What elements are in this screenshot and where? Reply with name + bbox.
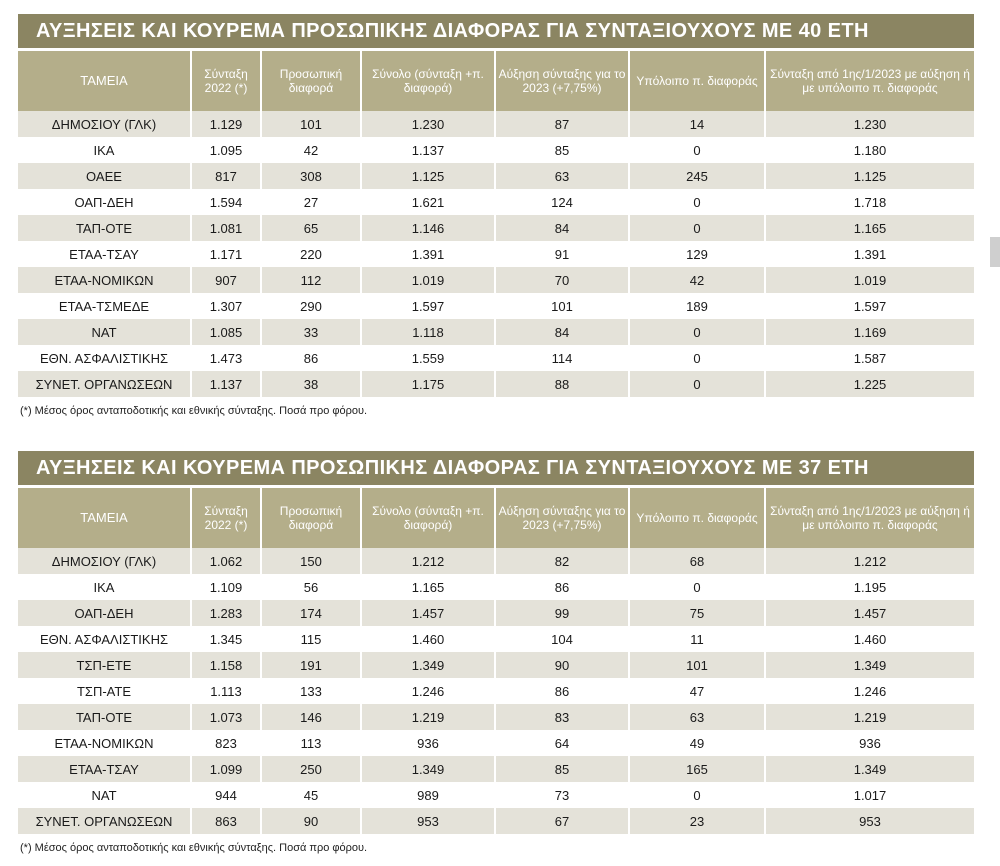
value-cell: 129 [630,241,766,267]
value-cell: 83 [496,704,630,730]
table-body [18,548,974,834]
value-cell: 70 [496,267,630,293]
value-cell: 42 [262,137,362,163]
fund-name-cell: ΤΣΠ-ΑΤΕ [18,678,192,704]
value-cell: 936 [766,730,974,756]
value-cell: 823 [192,730,262,756]
table-row [18,652,974,678]
value-cell: 174 [262,600,362,626]
fund-name-cell: ΔΗΜΟΣΙΟΥ (ΓΛΚ) [18,548,192,574]
value-cell: 86 [496,574,630,600]
value-cell: 817 [192,163,262,189]
value-cell: 191 [262,652,362,678]
fund-name-cell: ΕΤΑΑ-ΤΣΑΥ [18,756,192,782]
value-cell: 1.307 [192,293,262,319]
fund-name-cell: ΝΑΤ [18,319,192,345]
value-cell: 1.212 [362,548,496,574]
fund-name-cell: ΤΑΠ-ΟΤΕ [18,215,192,241]
table-row [18,293,974,319]
table-title: ΑΥΞΗΣΕΙΣ ΚΑΙ ΚΟΥΡΕΜΑ ΠΡΟΣΩΠΙΚΗΣ ΔΙΑΦΟΡΑΣ ΓΙΑ ΣΥΝΤΑΞΙΟΥΧΟΥΣ ΜΕ 37 ΕΤΗ [18,451,974,485]
value-cell: 1.225 [766,371,974,397]
value-cell: 1.085 [192,319,262,345]
value-cell: 84 [496,215,630,241]
table-row [18,730,974,756]
value-cell: 1.113 [192,678,262,704]
value-cell: 1.212 [766,548,974,574]
value-cell: 112 [262,267,362,293]
header-row [18,51,974,111]
value-cell: 944 [192,782,262,808]
value-cell: 1.460 [362,626,496,652]
value-cell: 0 [630,137,766,163]
pension-table-37-years [18,451,974,854]
value-cell: 49 [630,730,766,756]
value-cell: 1.473 [192,345,262,371]
value-cell: 85 [496,137,630,163]
value-cell: 63 [496,163,630,189]
value-cell: 1.158 [192,652,262,678]
fund-name-cell: ΣΥΝΕΤ. ΟΡΓΑΝΩΣΕΩΝ [18,808,192,834]
value-cell: 82 [496,548,630,574]
value-cell: 99 [496,600,630,626]
table-row [18,808,974,834]
column-header-remaining-difference: Υπόλοιπο π. διαφοράς [630,51,766,111]
value-cell: 1.118 [362,319,496,345]
column-header-increase-2023: Αύξηση σύνταξης για το 2023 (+7,75%) [496,51,630,111]
footnote: (*) Μέσος όρος ανταποδοτικής και εθνικής σύνταξης. Ποσά προ φόρου. [20,405,368,417]
value-cell: 104 [496,626,630,652]
value-cell: 953 [362,808,496,834]
value-cell: 1.125 [362,163,496,189]
table-row [18,267,974,293]
table-row [18,215,974,241]
value-cell: 1.230 [362,111,496,137]
value-cell: 1.457 [766,600,974,626]
table-title: ΑΥΞΗΣΕΙΣ ΚΑΙ ΚΟΥΡΕΜΑ ΠΡΟΣΩΠΙΚΗΣ ΔΙΑΦΟΡΑΣ ΓΙΑ ΣΥΝΤΑΞΙΟΥΧΟΥΣ ΜΕ 40 ΕΤΗ [18,14,974,48]
fund-name-cell: ΙΚΑ [18,137,192,163]
value-cell: 1.457 [362,600,496,626]
table-row [18,600,974,626]
value-cell: 1.718 [766,189,974,215]
value-cell: 953 [766,808,974,834]
table-row [18,756,974,782]
value-cell: 250 [262,756,362,782]
fund-name-cell: ΤΣΠ-ΕΤΕ [18,652,192,678]
value-cell: 1.129 [192,111,262,137]
value-cell: 86 [496,678,630,704]
value-cell: 1.125 [766,163,974,189]
table-row [18,111,974,137]
value-cell: 47 [630,678,766,704]
value-cell: 115 [262,626,362,652]
value-cell: 189 [630,293,766,319]
value-cell: 0 [630,574,766,600]
fund-name-cell: ΕΤΑΑ-ΤΣΑΥ [18,241,192,267]
table-row [18,626,974,652]
value-cell: 0 [630,319,766,345]
value-cell: 113 [262,730,362,756]
value-cell: 33 [262,319,362,345]
column-header-remaining-difference: Υπόλοιπο π. διαφοράς [630,488,766,548]
table-row [18,371,974,397]
value-cell: 1.137 [192,371,262,397]
value-cell: 1.219 [362,704,496,730]
data-table [18,488,974,834]
value-cell: 1.165 [766,215,974,241]
value-cell: 1.246 [766,678,974,704]
table-row [18,782,974,808]
value-cell: 1.169 [766,319,974,345]
value-cell: 1.180 [766,137,974,163]
table-row [18,678,974,704]
value-cell: 1.165 [362,574,496,600]
value-cell: 1.283 [192,600,262,626]
fund-name-cell: ΟΑΠ-ΔΕΗ [18,189,192,215]
column-header-pension-2023: Σύνταξη από 1ης/1/2023 με αύξηση ή με υπόλοιπο π. διαφοράς [766,488,974,548]
table-row [18,137,974,163]
value-cell: 1.019 [362,267,496,293]
value-cell: 1.073 [192,704,262,730]
value-cell: 1.345 [192,626,262,652]
value-cell: 1.621 [362,189,496,215]
value-cell: 75 [630,600,766,626]
value-cell: 64 [496,730,630,756]
value-cell: 56 [262,574,362,600]
value-cell: 88 [496,371,630,397]
value-cell: 101 [630,652,766,678]
table-body [18,111,974,397]
value-cell: 0 [630,189,766,215]
table-row [18,241,974,267]
value-cell: 863 [192,808,262,834]
column-header-funds: ΤΑΜΕΙΑ [18,488,192,548]
fund-name-cell: ΕΤΑΑ-ΝΟΜΙΚΩΝ [18,267,192,293]
value-cell: 1.195 [766,574,974,600]
value-cell: 1.099 [192,756,262,782]
table-row [18,574,974,600]
footnote: (*) Μέσος όρος ανταποδοτικής και εθνικής σύνταξης. Ποσά προ φόρου. [20,842,368,854]
value-cell: 1.597 [766,293,974,319]
column-header-total: Σύνολο (σύνταξη +π. διαφορά) [362,51,496,111]
value-cell: 1.219 [766,704,974,730]
value-cell: 87 [496,111,630,137]
fund-name-cell: ΟΑΕΕ [18,163,192,189]
value-cell: 936 [362,730,496,756]
column-header-personal-difference: Προσωπική διαφορά [262,488,362,548]
pension-table-40-years [18,14,974,417]
value-cell: 11 [630,626,766,652]
value-cell: 86 [262,345,362,371]
fund-name-cell: ΙΚΑ [18,574,192,600]
value-cell: 101 [496,293,630,319]
value-cell: 220 [262,241,362,267]
value-cell: 91 [496,241,630,267]
value-cell: 245 [630,163,766,189]
fund-name-cell: ΕΘΝ. ΑΣΦΑΛΙΣΤΙΚΗΣ [18,345,192,371]
value-cell: 146 [262,704,362,730]
value-cell: 0 [630,782,766,808]
value-cell: 1.081 [192,215,262,241]
value-cell: 133 [262,678,362,704]
table-row [18,704,974,730]
scrollbar-thumb[interactable] [990,237,1000,267]
value-cell: 308 [262,163,362,189]
value-cell: 1.019 [766,267,974,293]
value-cell: 1.349 [362,652,496,678]
table-row [18,163,974,189]
fund-name-cell: ΔΗΜΟΣΙΟΥ (ΓΛΚ) [18,111,192,137]
value-cell: 27 [262,189,362,215]
value-cell: 1.391 [766,241,974,267]
value-cell: 85 [496,756,630,782]
value-cell: 65 [262,215,362,241]
value-cell: 1.146 [362,215,496,241]
fund-name-cell: ΟΑΠ-ΔΕΗ [18,600,192,626]
value-cell: 1.109 [192,574,262,600]
table-row [18,319,974,345]
value-cell: 0 [630,215,766,241]
value-cell: 1.349 [766,756,974,782]
value-cell: 0 [630,371,766,397]
value-cell: 989 [362,782,496,808]
value-cell: 23 [630,808,766,834]
value-cell: 1.062 [192,548,262,574]
value-cell: 90 [496,652,630,678]
value-cell: 101 [262,111,362,137]
value-cell: 114 [496,345,630,371]
value-cell: 907 [192,267,262,293]
value-cell: 1.391 [362,241,496,267]
fund-name-cell: ΕΤΑΑ-ΝΟΜΙΚΩΝ [18,730,192,756]
value-cell: 14 [630,111,766,137]
fund-name-cell: ΕΤΑΑ-ΤΣΜΕΔΕ [18,293,192,319]
value-cell: 150 [262,548,362,574]
value-cell: 42 [630,267,766,293]
value-cell: 67 [496,808,630,834]
table-row [18,345,974,371]
value-cell: 1.349 [362,756,496,782]
column-header-pension-2022: Σύνταξη 2022 (*) [192,488,262,548]
value-cell: 1.230 [766,111,974,137]
fund-name-cell: ΤΑΠ-ΟΤΕ [18,704,192,730]
value-cell: 73 [496,782,630,808]
value-cell: 68 [630,548,766,574]
value-cell: 1.137 [362,137,496,163]
value-cell: 90 [262,808,362,834]
column-header-total: Σύνολο (σύνταξη +π. διαφορά) [362,488,496,548]
column-header-increase-2023: Αύξηση σύνταξης για το 2023 (+7,75%) [496,488,630,548]
value-cell: 63 [630,704,766,730]
value-cell: 38 [262,371,362,397]
value-cell: 1.175 [362,371,496,397]
column-header-personal-difference: Προσωπική διαφορά [262,51,362,111]
value-cell: 124 [496,189,630,215]
table-row [18,189,974,215]
value-cell: 1.460 [766,626,974,652]
fund-name-cell: ΝΑΤ [18,782,192,808]
value-cell: 1.587 [766,345,974,371]
value-cell: 1.594 [192,189,262,215]
value-cell: 165 [630,756,766,782]
value-cell: 0 [630,345,766,371]
value-cell: 45 [262,782,362,808]
value-cell: 1.597 [362,293,496,319]
value-cell: 290 [262,293,362,319]
fund-name-cell: ΣΥΝΕΤ. ΟΡΓΑΝΩΣΕΩΝ [18,371,192,397]
data-table [18,51,974,397]
header-row [18,488,974,548]
column-header-pension-2022: Σύνταξη 2022 (*) [192,51,262,111]
column-header-pension-2023: Σύνταξη από 1ης/1/2023 με αύξηση ή με υπόλοιπο π. διαφοράς [766,51,974,111]
value-cell: 1.095 [192,137,262,163]
column-header-funds: ΤΑΜΕΙΑ [18,51,192,111]
table-row [18,548,974,574]
value-cell: 1.246 [362,678,496,704]
fund-name-cell: ΕΘΝ. ΑΣΦΑΛΙΣΤΙΚΗΣ [18,626,192,652]
value-cell: 1.171 [192,241,262,267]
value-cell: 1.017 [766,782,974,808]
value-cell: 1.559 [362,345,496,371]
value-cell: 1.349 [766,652,974,678]
value-cell: 84 [496,319,630,345]
